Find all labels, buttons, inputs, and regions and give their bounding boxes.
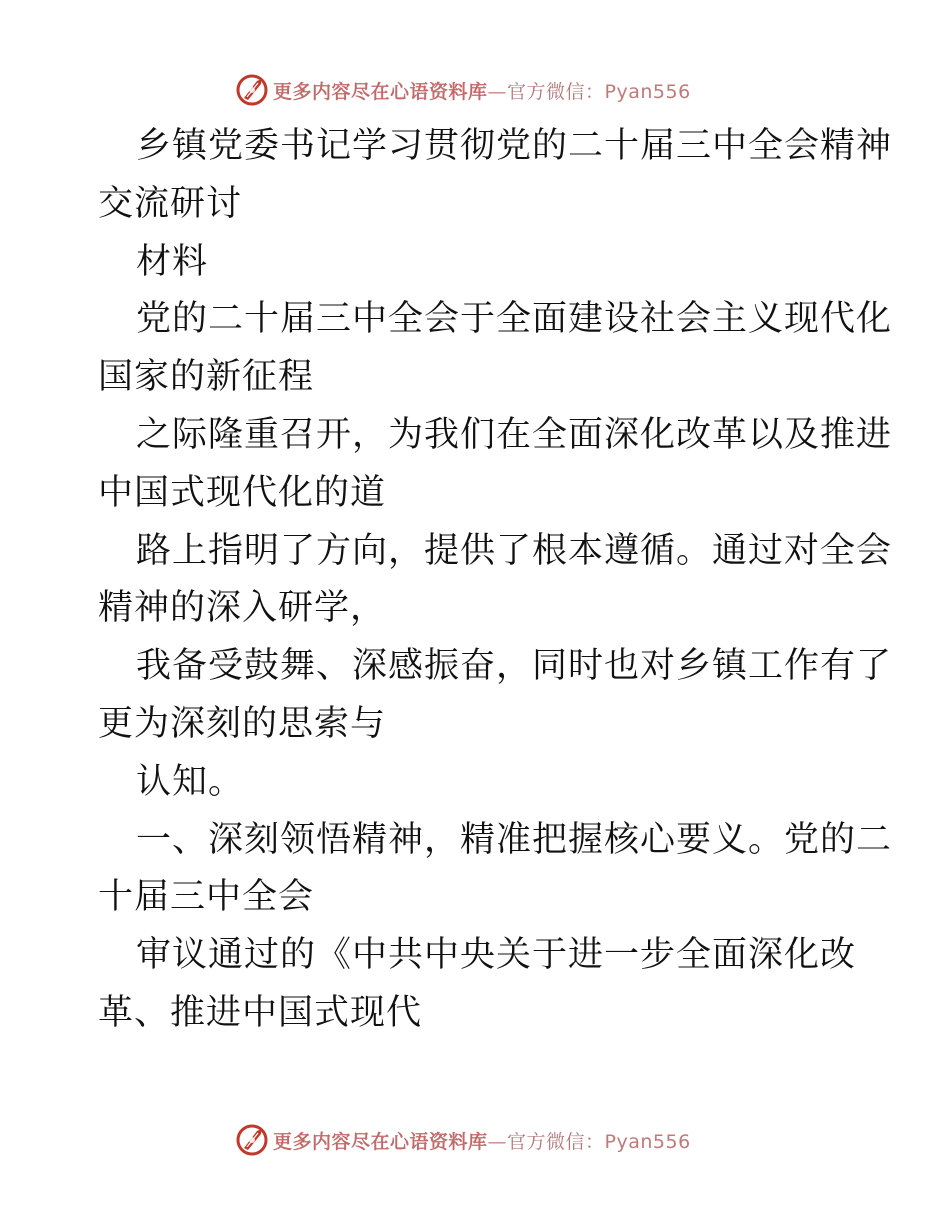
paragraph-line: 我备受鼓舞、深感振奋，同时也对乡镇工作有了 bbox=[136, 646, 893, 687]
footer-official-label: 官方微信： bbox=[507, 1130, 605, 1153]
quill-logo-icon bbox=[235, 73, 269, 107]
footer-separator: — bbox=[487, 1130, 508, 1153]
paragraph-line: 审议通过的《中共中央关于进一步全面深化改 bbox=[136, 935, 857, 976]
footer-wechat-id: Pyan556 bbox=[604, 1130, 691, 1153]
header-separator: — bbox=[487, 80, 508, 103]
paragraph-line: 革、推进中国式现代 bbox=[98, 992, 423, 1033]
footer-text bbox=[273, 1127, 691, 1154]
paragraph-line: 国家的新征程 bbox=[98, 357, 315, 398]
header-site-text: 更多内容尽在心语资料库 bbox=[273, 80, 488, 103]
paragraph-line: 中国式现代化的道 bbox=[98, 472, 387, 513]
footer-banner bbox=[235, 1120, 755, 1160]
quill-logo-icon bbox=[235, 1123, 269, 1157]
document-body bbox=[98, 118, 893, 1043]
paragraph-line: 十届三中全会 bbox=[98, 877, 315, 918]
document-title-line-3: 材料 bbox=[136, 241, 209, 282]
paragraph-line: 路上指明了方向，提供了根本遵循。通过对全会 bbox=[136, 530, 893, 571]
header-wechat-id: Pyan556 bbox=[604, 80, 691, 103]
header-official-label: 官方微信： bbox=[507, 80, 605, 103]
document-title-line-1: 乡镇党委书记学习贯彻党的二十届三中全会精神 bbox=[136, 126, 893, 166]
paragraph-line: 认知。 bbox=[136, 761, 245, 802]
paragraph-line: 党的二十届三中全会于全面建设社会主义现代化 bbox=[136, 299, 893, 340]
paragraph-line: 之际隆重召开，为我们在全面深化改革以及推进 bbox=[136, 414, 893, 455]
paragraph-line: 精神的深入研学， bbox=[98, 588, 387, 629]
document-title-line-2: 交流研讨 bbox=[98, 183, 243, 224]
header-text bbox=[273, 77, 691, 104]
header-banner bbox=[235, 70, 755, 110]
section-heading-line: 一、深刻领悟精神，精准把握核心要义。党的二 bbox=[136, 819, 893, 860]
footer-site-text: 更多内容尽在心语资料库 bbox=[273, 1130, 488, 1153]
paragraph-line: 更为深刻的思索与 bbox=[98, 703, 387, 744]
